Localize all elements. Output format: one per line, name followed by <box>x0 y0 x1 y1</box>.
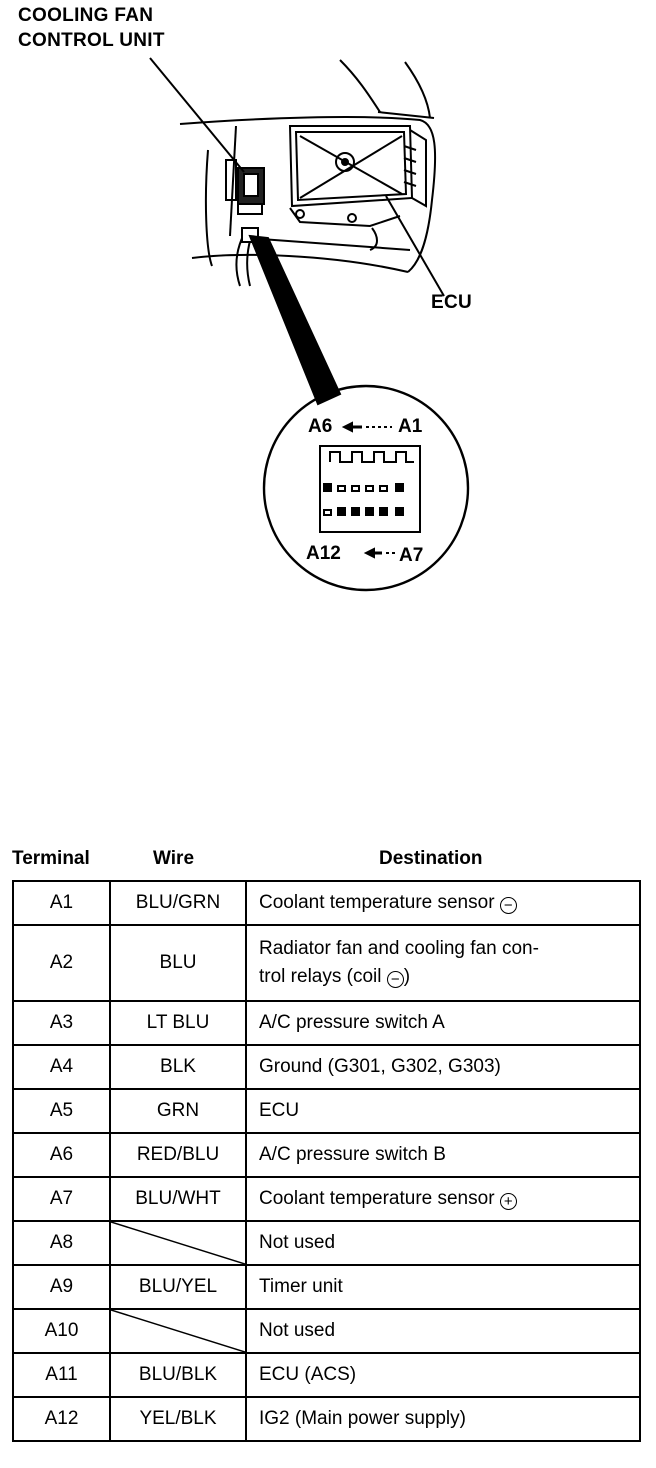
header-destination: Destination <box>379 848 483 869</box>
destination-text-cont: trol relays (coil <box>259 966 382 987</box>
negative-symbol-icon: − <box>387 971 404 988</box>
destination-cell: IG2 (Main power supply) <box>246 1397 640 1441</box>
wire-cell: BLK <box>110 1045 246 1089</box>
connector-label-a1: A1 <box>398 416 423 437</box>
connector-label-a7: A7 <box>399 545 424 566</box>
destination-cell: ECU <box>246 1089 640 1133</box>
wire-cell: LT BLU <box>110 1001 246 1045</box>
table-row <box>13 1001 640 1045</box>
fan-control-unit-label-line1: COOLING FAN <box>18 5 154 26</box>
terminal-cell: A6 <box>13 1133 110 1177</box>
terminal-cell: A8 <box>13 1221 110 1265</box>
table-row <box>13 1221 640 1265</box>
table-row <box>13 1045 640 1089</box>
table-row <box>13 1177 640 1221</box>
terminal-cell: A3 <box>13 1001 110 1045</box>
destination-cell: Ground (G301, G302, G303) <box>246 1045 640 1089</box>
destination-cell <box>246 881 640 925</box>
wire-cell: BLU <box>110 925 246 1001</box>
destination-cell: Not used <box>246 1221 640 1265</box>
header-terminal: Terminal <box>12 848 90 869</box>
terminal-cell: A9 <box>13 1265 110 1309</box>
engine-bay-illustration <box>0 0 656 620</box>
destination-text: Radiator fan and cooling fan con- <box>259 938 539 959</box>
table-row <box>13 1089 640 1133</box>
wire-cell: BLU/BLK <box>110 1353 246 1397</box>
destination-cell: A/C pressure switch A <box>246 1001 640 1045</box>
destination-cell: Timer unit <box>246 1265 640 1309</box>
terminal-cell: A7 <box>13 1177 110 1221</box>
positive-symbol-icon: + <box>500 1193 517 1210</box>
connector-label-a12: A12 <box>306 543 341 564</box>
terminal-cell: A2 <box>13 925 110 1001</box>
wire-cell: BLU/WHT <box>110 1177 246 1221</box>
wire-cell-empty <box>110 1221 246 1265</box>
ecu-label: ECU <box>431 292 473 313</box>
destination-cell <box>246 925 640 1001</box>
table-row <box>13 1353 640 1397</box>
diagonal-slash-icon <box>111 1222 245 1264</box>
terminal-cell: A4 <box>13 1045 110 1089</box>
destination-cell <box>246 1177 640 1221</box>
destination-cell: Not used <box>246 1309 640 1353</box>
location-diagram <box>0 0 656 620</box>
wire-cell: GRN <box>110 1089 246 1133</box>
header-wire: Wire <box>153 848 195 869</box>
connector-label-a6: A6 <box>308 416 333 437</box>
table-row <box>13 1265 640 1309</box>
terminal-cell: A10 <box>13 1309 110 1353</box>
table-row <box>13 1133 640 1177</box>
wire-cell: RED/BLU <box>110 1133 246 1177</box>
destination-text: Coolant temperature sensor <box>259 1188 495 1209</box>
destination-text-end: ) <box>403 966 411 987</box>
table-row <box>13 1397 640 1441</box>
terminal-cell: A12 <box>13 1397 110 1441</box>
destination-cell: ECU (ACS) <box>246 1353 640 1397</box>
table-row <box>13 881 640 925</box>
terminal-cell: A5 <box>13 1089 110 1133</box>
destination-text: Coolant temperature sensor <box>259 892 495 913</box>
table-row <box>13 1309 640 1353</box>
negative-symbol-icon: − <box>500 897 517 914</box>
destination-cell: A/C pressure switch B <box>246 1133 640 1177</box>
table-row <box>13 925 640 1001</box>
fan-control-unit-label-line2: CONTROL UNIT <box>18 30 165 51</box>
terminal-table <box>12 880 641 1442</box>
wire-cell: BLU/YEL <box>110 1265 246 1309</box>
wire-cell: BLU/GRN <box>110 881 246 925</box>
terminal-cell: A11 <box>13 1353 110 1397</box>
wire-cell: YEL/BLK <box>110 1397 246 1441</box>
terminal-cell: A1 <box>13 881 110 925</box>
wire-cell-empty <box>110 1309 246 1353</box>
diagonal-slash-icon <box>111 1310 245 1352</box>
